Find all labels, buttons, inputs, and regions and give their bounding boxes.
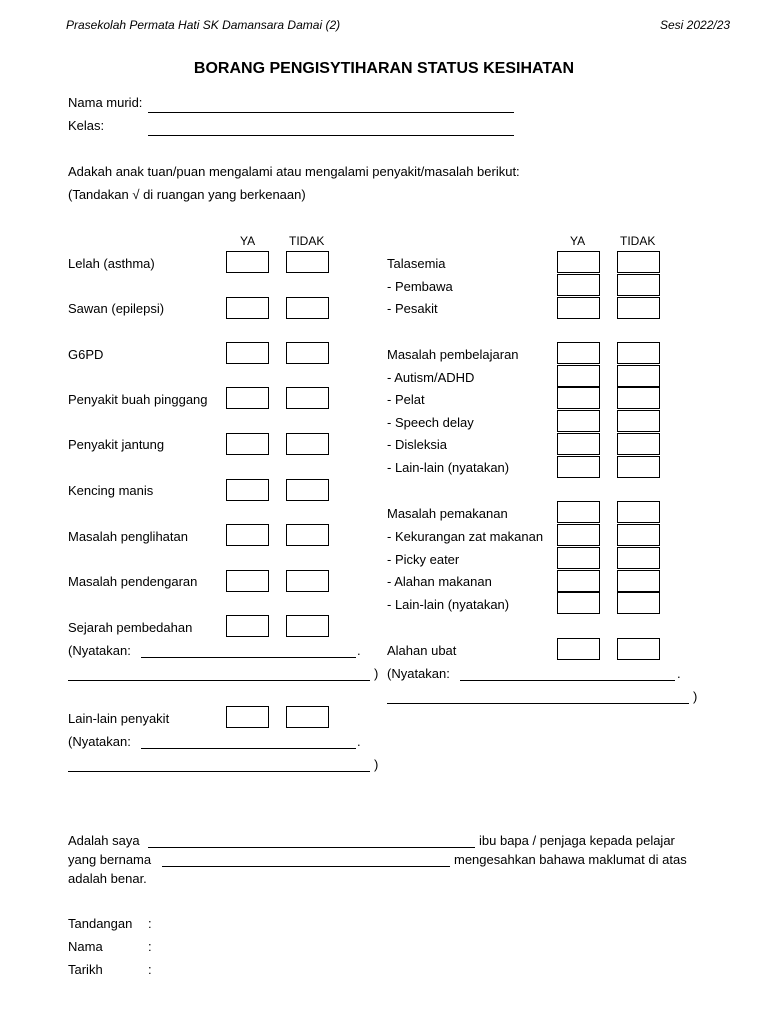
food-allergy-yes-checkbox[interactable] xyxy=(557,570,600,592)
drug-allergy-yes-checkbox[interactable] xyxy=(557,638,600,660)
other-illness-yes-checkbox[interactable] xyxy=(226,706,269,728)
vision-no-checkbox[interactable] xyxy=(286,524,329,546)
eating-other-yes-checkbox[interactable] xyxy=(557,592,600,614)
learning-other-no-checkbox[interactable] xyxy=(617,456,660,478)
close-paren: ) xyxy=(693,689,698,704)
eating-other-no-checkbox[interactable] xyxy=(617,592,660,614)
kidney-yes-checkbox[interactable] xyxy=(226,387,269,409)
picky-eater-yes-checkbox[interactable] xyxy=(557,547,600,569)
learning-yes-checkbox[interactable] xyxy=(557,342,600,364)
no-column-header: TIDAK xyxy=(289,234,325,248)
epilepsy-no-checkbox[interactable] xyxy=(286,297,329,319)
eating-no-checkbox[interactable] xyxy=(617,501,660,523)
item-thalassemia-patient: - Pesakit xyxy=(387,301,438,316)
no-column-header: TIDAK xyxy=(620,234,656,248)
thalassemia-no-checkbox[interactable] xyxy=(617,251,660,273)
dyslexia-no-checkbox[interactable] xyxy=(617,433,660,455)
thalassemia-carrier-no-checkbox[interactable] xyxy=(617,274,660,296)
instruction-text: (Tandakan √ di ruangan yang berkenaan) xyxy=(68,187,306,202)
kidney-no-checkbox[interactable] xyxy=(286,387,329,409)
item-speech-delay: - Speech delay xyxy=(387,415,474,430)
item-picky-eater: - Picky eater xyxy=(387,552,460,567)
signature-label: Tandangan xyxy=(68,916,133,931)
item-epilepsy: Sawan (epilepsi) xyxy=(68,301,165,316)
school-name: Prasekolah Permata Hati SK Damansara Damai (2) xyxy=(66,18,341,32)
surgery-specify-field-2[interactable] xyxy=(68,680,370,681)
period: . xyxy=(677,666,681,681)
student-name-declaration-field[interactable] xyxy=(162,866,450,867)
drug-allergy-no-checkbox[interactable] xyxy=(617,638,660,660)
colon: : xyxy=(148,962,152,977)
autism-no-checkbox[interactable] xyxy=(617,365,660,387)
surgery-specify-label: (Nyatakan: xyxy=(68,643,131,658)
item-learning: Masalah pembelajaran xyxy=(387,347,519,362)
declaration-part2: ibu bapa / penjaga kepada pelajar xyxy=(479,833,675,848)
dyslexia-yes-checkbox[interactable] xyxy=(557,433,600,455)
diabetes-yes-checkbox[interactable] xyxy=(226,479,269,501)
item-thalassemia: Talasemia xyxy=(387,256,446,271)
item-diabetes: Kencing manis xyxy=(68,483,154,498)
thalassemia-patient-yes-checkbox[interactable] xyxy=(557,297,600,319)
item-eating-other: - Lain-lain (nyatakan) xyxy=(387,597,510,612)
heart-no-checkbox[interactable] xyxy=(286,433,329,455)
name-label: Nama xyxy=(68,939,103,954)
learning-no-checkbox[interactable] xyxy=(617,342,660,364)
thalassemia-carrier-yes-checkbox[interactable] xyxy=(557,274,600,296)
g6pd-yes-checkbox[interactable] xyxy=(226,342,269,364)
item-dyslexia: - Disleksia xyxy=(387,437,447,452)
eating-yes-checkbox[interactable] xyxy=(557,501,600,523)
surgery-no-checkbox[interactable] xyxy=(286,615,329,637)
epilepsy-yes-checkbox[interactable] xyxy=(226,297,269,319)
item-hearing: Masalah pendengaran xyxy=(68,574,198,589)
surgery-specify-field[interactable] xyxy=(141,657,356,658)
drug-allergy-specify-field-2[interactable] xyxy=(387,703,689,704)
thalassemia-yes-checkbox[interactable] xyxy=(557,251,600,273)
other-illness-no-checkbox[interactable] xyxy=(286,706,329,728)
food-allergy-no-checkbox[interactable] xyxy=(617,570,660,592)
date-label: Tarikh xyxy=(68,962,103,977)
drug-allergy-specify-label: (Nyatakan: xyxy=(387,666,450,681)
hearing-no-checkbox[interactable] xyxy=(286,570,329,592)
close-paren: ) xyxy=(374,666,379,681)
surgery-yes-checkbox[interactable] xyxy=(226,615,269,637)
student-name-label: Nama murid: xyxy=(68,95,143,110)
declaration-part3: yang bernama xyxy=(68,852,152,867)
item-learning-other: - Lain-lain (nyatakan) xyxy=(387,460,510,475)
close-paren: ) xyxy=(374,757,379,772)
asthma-no-checkbox[interactable] xyxy=(286,251,329,273)
yes-column-header: YA xyxy=(570,234,586,248)
form-title: BORANG PENGISYTIHARAN STATUS KESIHATAN xyxy=(193,60,575,77)
malnutrition-yes-checkbox[interactable] xyxy=(557,524,600,546)
colon: : xyxy=(148,916,152,931)
item-vision: Masalah penglihatan xyxy=(68,529,188,544)
item-asthma: Lelah (asthma) xyxy=(68,256,155,271)
item-surgery: Sejarah pembedahan xyxy=(68,620,193,635)
diabetes-no-checkbox[interactable] xyxy=(286,479,329,501)
item-kidney: Penyakit buah pinggang xyxy=(68,392,208,407)
item-food-allergy: - Alahan makanan xyxy=(387,574,492,589)
session: Sesi 2022/23 xyxy=(660,18,731,32)
pelat-no-checkbox[interactable] xyxy=(617,387,660,409)
item-other-illness: Lain-lain penyakit xyxy=(68,711,170,726)
item-heart: Penyakit jantung xyxy=(68,437,165,452)
heart-yes-checkbox[interactable] xyxy=(226,433,269,455)
other-illness-specify-field-2[interactable] xyxy=(68,771,370,772)
autism-yes-checkbox[interactable] xyxy=(557,365,600,387)
class-field[interactable] xyxy=(148,135,514,136)
item-g6pd: G6PD xyxy=(68,347,104,362)
picky-eater-no-checkbox[interactable] xyxy=(617,547,660,569)
learning-other-yes-checkbox[interactable] xyxy=(557,456,600,478)
declaration-part1: Adalah saya xyxy=(68,833,140,848)
other-illness-specify-field[interactable] xyxy=(141,748,356,749)
speech-delay-no-checkbox[interactable] xyxy=(617,410,660,432)
declaration-part4: mengesahkan bahawa maklumat di atas xyxy=(454,852,687,867)
item-pelat: - Pelat xyxy=(387,392,425,407)
item-eating: Masalah pemakanan xyxy=(387,506,508,521)
thalassemia-patient-no-checkbox[interactable] xyxy=(617,297,660,319)
drug-allergy-specify-field[interactable] xyxy=(460,680,675,681)
declaration-part5: adalah benar. xyxy=(68,871,147,886)
period: . xyxy=(357,734,361,749)
question-text: Adakah anak tuan/puan mengalami atau mengalami penyakit/masalah berikut: xyxy=(68,164,520,179)
yes-column-header: YA xyxy=(240,234,256,248)
period: . xyxy=(357,643,361,658)
item-malnutrition: - Kekurangan zat makanan xyxy=(387,529,544,544)
pelat-yes-checkbox[interactable] xyxy=(557,387,600,409)
speech-delay-yes-checkbox[interactable] xyxy=(557,410,600,432)
g6pd-no-checkbox[interactable] xyxy=(286,342,329,364)
malnutrition-no-checkbox[interactable] xyxy=(617,524,660,546)
item-drug-allergy: Alahan ubat xyxy=(387,643,457,658)
hearing-yes-checkbox[interactable] xyxy=(226,570,269,592)
item-autism: - Autism/ADHD xyxy=(387,370,475,385)
asthma-yes-checkbox[interactable] xyxy=(226,251,269,273)
parent-name-field[interactable] xyxy=(148,847,475,848)
class-label: Kelas: xyxy=(68,118,105,133)
other-illness-specify-label: (Nyatakan: xyxy=(68,734,131,749)
student-name-field[interactable] xyxy=(148,112,514,113)
colon: : xyxy=(148,939,152,954)
item-thalassemia-carrier: - Pembawa xyxy=(387,279,453,294)
vision-yes-checkbox[interactable] xyxy=(226,524,269,546)
